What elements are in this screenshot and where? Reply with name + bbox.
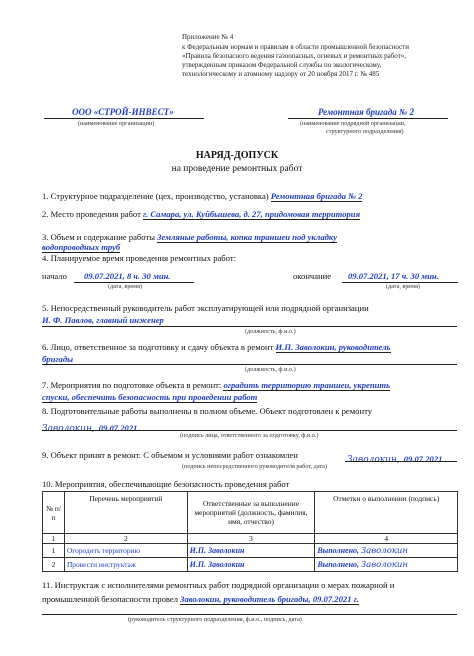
- item-8-signature: [42, 418, 137, 436]
- item-1: [42, 191, 362, 201]
- appendix-title: Приложение № 4: [182, 33, 234, 41]
- item-9-signature: [347, 449, 442, 467]
- item-5-value: И. Ф. Павлов, главный инженер: [42, 315, 164, 325]
- item-11-label: 11. Инструктаж с исполнителями ремонтных работ подрядной организации о мерах пожарной и: [42, 580, 395, 590]
- item-11-value: Заволокин, руководитель бригады, 09.07.2021 г.: [180, 594, 359, 604]
- item-7: [42, 380, 390, 390]
- appendix-line: к Федеральным нормам и правилам в области промышленной безопасности: [182, 43, 409, 51]
- item-7-value: оградить территорию траншеи, укрепить: [223, 380, 391, 390]
- table-cell-num: 2: [43, 558, 65, 572]
- item-3-value-cont: водопроводных труб: [42, 242, 121, 252]
- table-row: [43, 558, 458, 572]
- item-9-label: 9. Объект принят в ремонт. С объемом и условиями работ ознакомлен: [42, 450, 298, 460]
- table-cell-measure: Провести инструктаж: [64, 558, 187, 572]
- division-name: Ремонтная бригада № 2: [318, 107, 415, 117]
- item-9-line: [345, 461, 457, 462]
- table-colnum: 3: [187, 534, 315, 544]
- item-2-label: 2. Место проведения работ: [42, 209, 141, 219]
- table-colnum: 2: [64, 534, 187, 544]
- item-11-line: [42, 614, 457, 615]
- item-5-caption: (должность, ф.и.о.): [245, 328, 296, 335]
- table-cell-num: 1: [43, 544, 65, 558]
- item-7-value-cont: спуски, обеспечить безопасность при проведении работ: [42, 392, 258, 402]
- item-9-date: 09.07.2021: [403, 454, 443, 464]
- document-title: НАРЯД-ДОПУСК: [195, 150, 279, 161]
- item-5-label: 5. Непосредственный руководитель работ эксплуатирующей или подрядной организации: [42, 303, 369, 313]
- table-header-mark: Отметки о выполнении (подпись): [315, 492, 458, 534]
- page-bottom-fade: [0, 640, 474, 656]
- table-cell-mark-text: Выполнено,: [317, 545, 360, 555]
- item-4-end-caption: (дата, время): [386, 283, 420, 290]
- item-2: [42, 209, 360, 219]
- item-8-label: 8. Подготовительные работы выполнены в полном объеме. Объект подготовлен к ремонту: [42, 406, 373, 416]
- item-9-signature-name: Заволокин,: [347, 455, 400, 465]
- item-4-start-caption: (дата, время): [108, 283, 142, 290]
- table-header-measures: Перечень мероприятий: [64, 492, 187, 534]
- item-11-caption: (руководитель структурного подразделения, ф.и.о., подпись, дата): [128, 616, 302, 623]
- item-8-caption: (подпись лица, ответственного за подготовку, ф.и.о.): [180, 432, 319, 439]
- table-cell-mark-signature: Заволокин: [360, 545, 408, 556]
- appendix-line: «Правила безопасного ведения газоопасных, огневых и ремонтных работ»,: [182, 52, 407, 60]
- table-cell-responsible: И.П. Заволокин: [187, 558, 315, 572]
- item-7-label: 7. Мероприятия по подготовке объекта в ремонт:: [42, 380, 222, 390]
- item-8-line: [42, 430, 457, 431]
- item-5-line: [42, 326, 457, 327]
- item-3-label: 3. Объем и содержание работы: [42, 232, 156, 242]
- safety-measures-table: [42, 491, 458, 572]
- table-colnum: 1: [43, 534, 65, 544]
- item-4-start-label: начало: [42, 271, 67, 281]
- item-4-end-label: окончание: [293, 271, 332, 281]
- item-2-value: г. Самара, ул. Куйбышева, д. 27, придомовая территория: [143, 209, 360, 219]
- item-6-value-cont: бригады: [42, 354, 74, 364]
- item-4-label: 4. Планируемое время проведения ремонтных работ:: [42, 253, 237, 263]
- item-1-value: Ремонтная бригада № 2: [270, 191, 363, 201]
- item-3-value: Земляные работы, копка траншеи под укладку: [157, 232, 338, 242]
- table-cell-measure: Огородить территорию: [64, 544, 187, 558]
- item-9-caption: (подпись непосредственного руководителя работ, дата): [182, 463, 327, 470]
- table-cell-mark-text: Выполнено,: [317, 559, 360, 569]
- item-11-label-cont: промышленной безопасности провел: [42, 594, 178, 604]
- item-10-label: 10. Мероприятия, обеспечивающие безопасность проведения работ: [42, 479, 290, 489]
- table-cell-mark-signature: Заволокин: [360, 559, 408, 570]
- organization-caption: (наименование организации): [78, 120, 155, 127]
- appendix-line: утвержденным приказом Федеральной службы по экологическому,: [182, 61, 382, 69]
- item-6-label: 6. Лицо, ответственное за подготовку и сдачу объекта в ремонт: [42, 342, 274, 352]
- organization-name: ООО «СТРОЙ-ИНВЕСТ»: [72, 107, 174, 117]
- document-subtitle: на проведение ремонтных работ: [171, 164, 303, 174]
- table-cell-responsible: И.П. Заволокин: [187, 544, 315, 558]
- item-6-caption: (должность, ф.и.о.): [245, 366, 296, 373]
- item-3: [42, 232, 337, 242]
- division-caption: структурного подразделения): [326, 128, 404, 135]
- table-colnum: 4: [315, 534, 458, 544]
- item-6: [42, 342, 391, 352]
- table-cell-mark: [315, 544, 458, 558]
- table-header-responsible: Ответственные за выполнение мероприятий (должность, фамилия, имя, отчество): [187, 492, 315, 534]
- table-cell-mark: [315, 558, 458, 572]
- table-header-num: № п/п: [43, 492, 65, 534]
- item-11-line2: [42, 594, 359, 604]
- organization-line: [44, 118, 204, 119]
- appendix-line: технологическому и атомному надзору от 20 ноября 2017 г. № 485: [182, 70, 380, 78]
- item-6-line: [42, 364, 457, 365]
- item-8-date: 09.07.2021: [98, 423, 138, 433]
- item-4-end-value: 09.07.2021, 17 ч. 30 мин.: [348, 271, 439, 281]
- division-line: [288, 118, 448, 119]
- item-1-label: 1. Структурное подразделение (цех, производство, установка): [42, 191, 269, 201]
- item-4-start-value: 09.07.2021, 8 ч. 30 мин.: [84, 271, 171, 281]
- item-8-signature-name: Заволокин,: [42, 424, 95, 434]
- item-6-value: И.П. Заволокин, руководитель: [275, 342, 391, 352]
- table-row: [43, 544, 458, 558]
- division-caption: (наименование подрядной организации,: [300, 120, 406, 127]
